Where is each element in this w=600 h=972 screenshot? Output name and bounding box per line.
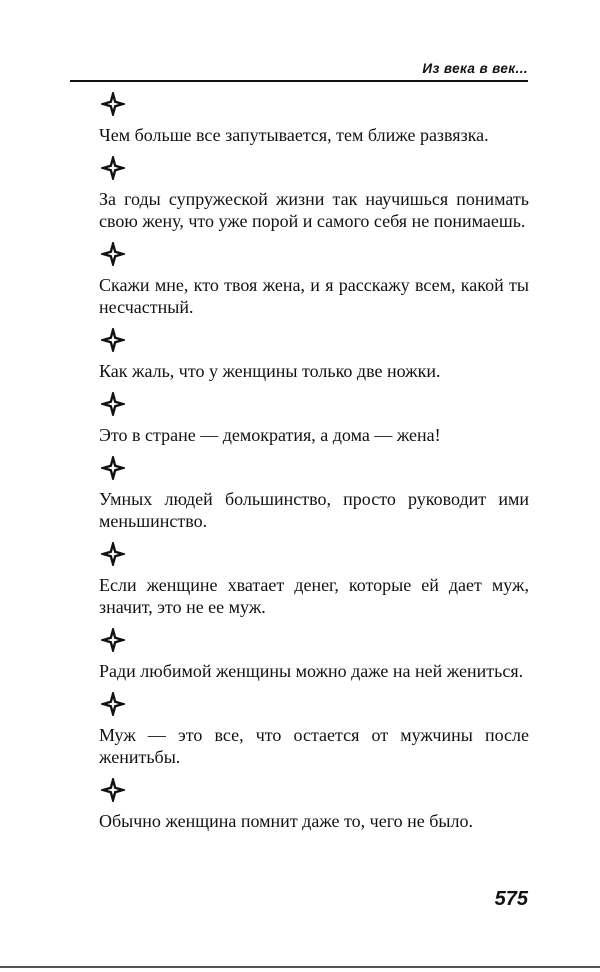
- four-pointed-star-icon: [101, 628, 125, 652]
- four-pointed-star-icon: [101, 542, 125, 566]
- running-header: [70, 60, 528, 82]
- four-pointed-star-icon: [101, 328, 125, 352]
- quote-entry: [99, 692, 529, 768]
- quote-text: Как жаль, что у женщины только две ножки.: [99, 361, 441, 381]
- page-number: 575: [494, 888, 528, 910]
- four-pointed-star-icon: [101, 778, 125, 802]
- quote-entry: [99, 328, 529, 382]
- running-header-title: Из века в век...: [422, 61, 528, 76]
- quote-list: [99, 92, 529, 842]
- quote-text: Скажи мне, кто твоя жена, и я расскажу всем, какой ты несчастный.: [99, 275, 529, 317]
- four-pointed-star-icon: [101, 242, 125, 266]
- four-pointed-star-icon: [101, 92, 125, 116]
- four-pointed-star-icon: [101, 692, 125, 716]
- quote-text: Умных людей большинство, просто руководит ими меньшинство.: [99, 489, 529, 531]
- quote-entry: [99, 156, 529, 232]
- four-pointed-star-icon: [101, 456, 125, 480]
- quote-entry: [99, 392, 529, 446]
- quote-entry: [99, 242, 529, 318]
- quote-text: Это в стране — демократия, а дома — жена!: [99, 425, 441, 445]
- quote-entry: [99, 456, 529, 532]
- quote-entry: [99, 542, 529, 618]
- four-pointed-star-icon: [101, 392, 125, 416]
- quote-text: Если женщине хватает денег, которые ей дает муж, значит, это не ее муж.: [99, 575, 529, 617]
- quote-text: Ради любимой женщины можно даже на ней жениться.: [99, 661, 524, 681]
- quote-entry: [99, 778, 529, 832]
- quote-text: За годы супружеской жизни так научишься понимать свою жену, что уже порой и самого себя не понимаешь.: [99, 189, 529, 231]
- quote-text: Муж — это все, что остается от мужчины после женитьбы.: [99, 725, 529, 767]
- quote-entry: [99, 92, 529, 146]
- bottom-edge-rule: [0, 966, 600, 968]
- quote-text: Чем больше все запутывается, тем ближе развязка.: [99, 125, 489, 145]
- four-pointed-star-icon: [101, 156, 125, 180]
- quote-text: Обычно женщина помнит даже то, чего не было.: [99, 811, 473, 831]
- quote-entry: [99, 628, 529, 682]
